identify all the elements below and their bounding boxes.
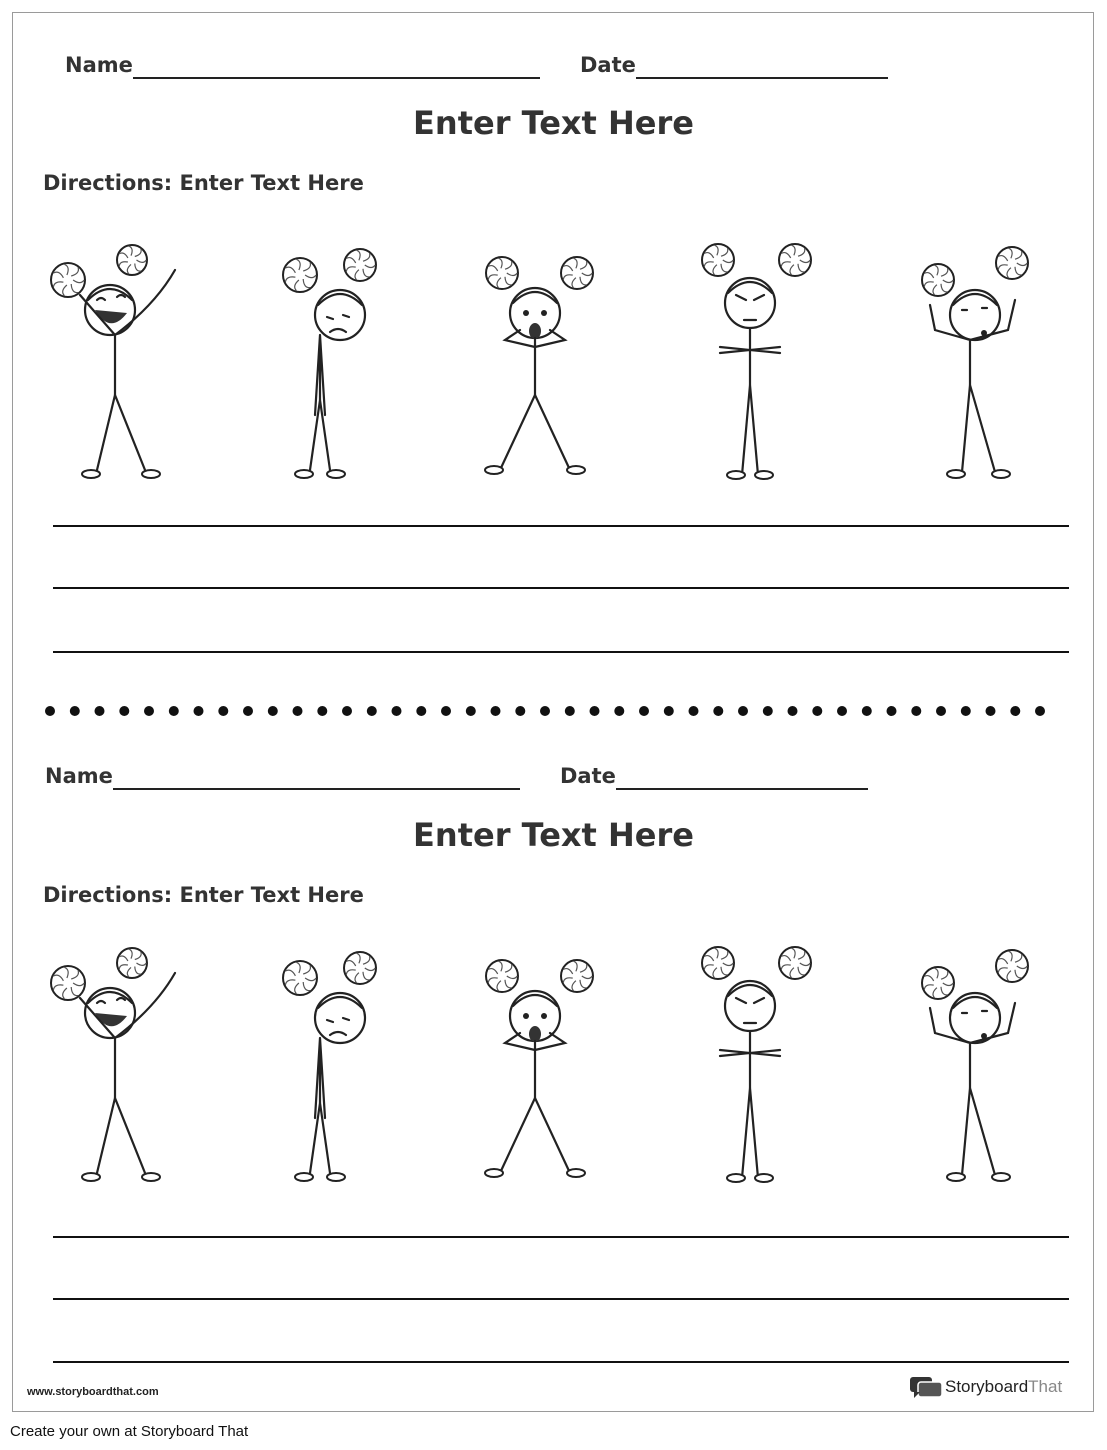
date-label: Date	[580, 53, 636, 77]
date-label: Date	[560, 764, 616, 788]
writing-line[interactable]	[53, 651, 1069, 653]
name-label: Name	[65, 53, 133, 77]
date-field[interactable]	[636, 77, 888, 79]
confused-cheerleader-icon	[0, 235, 1107, 485]
directions-text: Directions: Enter Text Here	[43, 171, 364, 195]
directions-text: Directions: Enter Text Here	[43, 883, 364, 907]
credit-line[interactable]: Create your own at Storyboard That	[10, 1423, 249, 1440]
brand-storyboard: Storyboard	[945, 1377, 1029, 1396]
name-field[interactable]	[113, 788, 520, 790]
worksheet-title: Enter Text Here	[413, 104, 694, 142]
figure-row-2	[0, 938, 1107, 1188]
writing-line[interactable]	[53, 525, 1069, 527]
writing-line[interactable]	[53, 587, 1069, 589]
name-field[interactable]	[133, 77, 540, 79]
figure-row-1	[0, 235, 1107, 485]
writing-line[interactable]	[53, 1361, 1069, 1363]
footer-url: www.storyboardthat.com	[27, 1386, 159, 1398]
writing-line[interactable]	[53, 1298, 1069, 1300]
date-field[interactable]	[616, 788, 868, 790]
writing-line[interactable]	[53, 1236, 1069, 1238]
brand-that: That	[1028, 1377, 1063, 1396]
worksheet-title: Enter Text Here	[413, 816, 694, 854]
confused-cheerleader-icon	[0, 938, 1107, 1188]
name-label: Name	[45, 764, 113, 788]
cut-line-dots	[45, 704, 1045, 718]
storyboardthat-brand	[945, 1377, 1062, 1397]
